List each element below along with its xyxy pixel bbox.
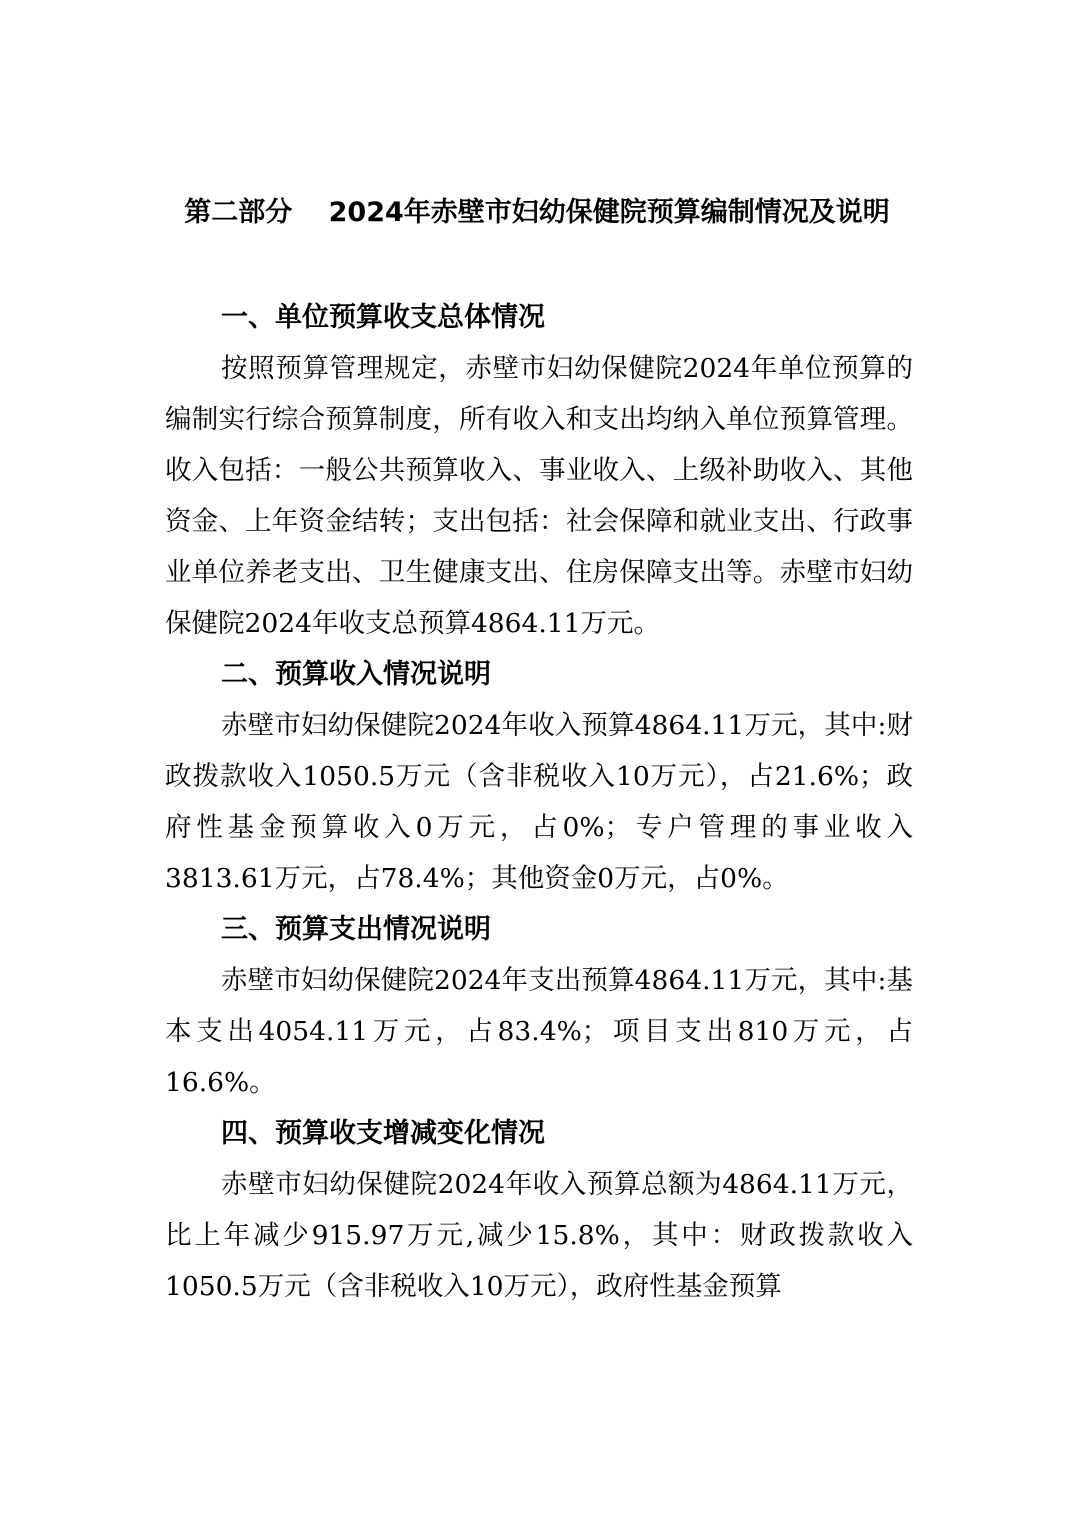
section-heading: 四、预算收支增减变化情况	[221, 1118, 545, 1149]
section-budget-changes	[165, 1108, 913, 1312]
section-paragraph: 赤壁市妇幼保健院2024年收入预算4864.11万元，其中:财政拨款收入1050.5万元（含非税收入10万元），占21.6%；政府性基金预算收入0万元，占0%；专户管理的事业收入3813.61万元，占78.4%；其他资金0万元，占0%。	[165, 710, 913, 894]
document-body	[165, 292, 913, 1312]
section-heading: 三、预算支出情况说明	[221, 914, 491, 945]
section-heading: 二、预算收入情况说明	[221, 659, 491, 690]
section-overall-budget	[165, 292, 913, 649]
page-title: 第二部分 2024年赤壁市妇幼保健院预算编制情况及说明	[184, 197, 890, 228]
section-paragraph: 赤壁市妇幼保健院2024年收入预算总额为4864.11万元，比上年减少915.97万元,减少15.8%，其中：财政拨款收入1050.5万元（含非税收入10万元），政府性基金预算	[165, 1169, 913, 1302]
section-heading: 一、单位预算收支总体情况	[221, 302, 545, 333]
section-paragraph: 按照预算管理规定，赤壁市妇幼保健院2024年单位预算的编制实行综合预算制度，所有收入和支出均纳入单位预算管理。收入包括：一般公共预算收入、事业收入、上级补助收入、其他资金、上年资金结转；支出包括：社会保障和就业支出、行政事业单位养老支出、卫生健康支出、住房保障支出等。赤壁市妇幼保健院2024年收支总预算4864.11万元。	[165, 353, 913, 639]
section-income-budget	[165, 649, 913, 904]
section-paragraph: 赤壁市妇幼保健院2024年支出预算4864.11万元，其中:基本支出4054.11万元，占83.4%；项目支出810万元，占16.6%。	[165, 965, 913, 1098]
section-expenditure-budget	[165, 904, 913, 1108]
